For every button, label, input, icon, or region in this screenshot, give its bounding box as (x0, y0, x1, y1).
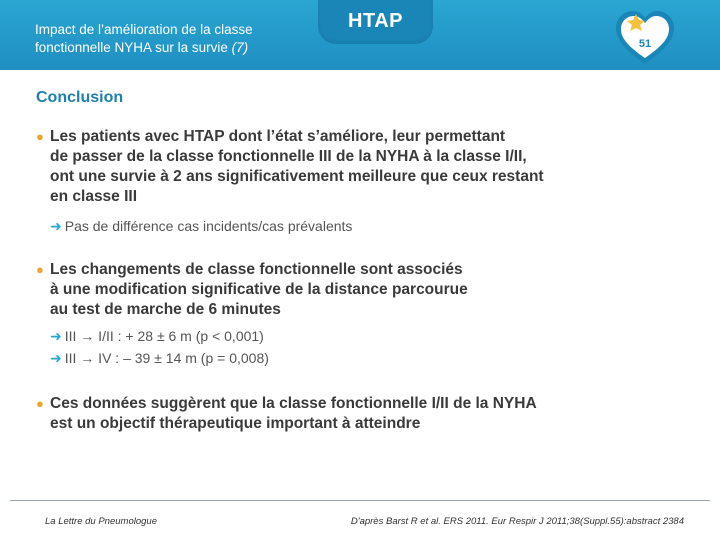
bullet-dot-icon: ● (36, 129, 44, 144)
bullet-2-text (36, 260, 636, 320)
bullet-dot-icon: ● (36, 396, 44, 411)
bullet-1-line-4: en classe III (50, 188, 138, 205)
heart-badge (612, 6, 678, 70)
header-title-line1: Impact de l’amélioration de la classe (35, 22, 253, 37)
sub-item-text: Pas de différence cas incidents/cas prévalents (64, 218, 353, 234)
htap-label: HTAP (348, 10, 403, 32)
htap-tab (318, 0, 433, 44)
arrow-right-icon: ➜ (50, 328, 62, 344)
footer-reference: D'après Barst R et al. ERS 2011. Eur Respir J 2011;38(Suppl.55):abstract 2384 (350, 516, 684, 527)
bullet-3 (36, 394, 636, 434)
sub-item-text: III → I/II : + 28 ± 6 m (p < 0,001) (64, 328, 264, 344)
bullet-2 (36, 260, 636, 320)
arrow-right-icon: ➜ (50, 350, 62, 366)
bullet-1-text (36, 127, 636, 207)
section-title: Conclusion (36, 89, 124, 106)
bullet-3-line-1: Ces données suggèrent que la classe fonctionnelle I/II de la NYHA (50, 395, 537, 412)
header-title-line2-text: fonctionnelle NYHA sur la survie (35, 40, 232, 55)
bullet-3-text (36, 394, 636, 434)
sub-item-text: III → IV : – 39 ± 14 m (p = 0,008) (64, 350, 269, 366)
bullet-2-line-2: à une modification significative de la distance parcourue (50, 281, 468, 298)
slide-number: 51 (638, 38, 652, 50)
bullet-2-line-1: Les changements de classe fonctionnelle sont associés (50, 261, 463, 278)
bullet-2-line-3: au test de marche de 6 minutes (50, 301, 281, 318)
bullet-dot-icon: ● (36, 262, 44, 277)
sub-item (50, 326, 264, 346)
sub-item (50, 216, 352, 236)
bullet-1-line-2: de passer de la classe fonctionnelle III de la NYHA à la classe I/II, (50, 148, 527, 165)
header-title (35, 21, 310, 57)
sub-item (50, 348, 269, 368)
header-title-line2 (35, 39, 310, 57)
bullet-1-line-3: ont une survie à 2 ans significativement meilleure que ceux restant (50, 168, 544, 185)
bullet-1-line-1: Les patients avec HTAP dont l’état s’améliore, leur permettant (50, 128, 506, 145)
bullet-3-line-2: est un objectif thérapeutique important à atteindre (50, 415, 421, 432)
footer-divider (10, 500, 710, 501)
arrow-right-icon: ➜ (50, 218, 62, 234)
header-title-reference: (7) (231, 40, 249, 55)
bullet-1 (36, 127, 636, 207)
footer-publication: La Lettre du Pneumologue (45, 516, 157, 527)
